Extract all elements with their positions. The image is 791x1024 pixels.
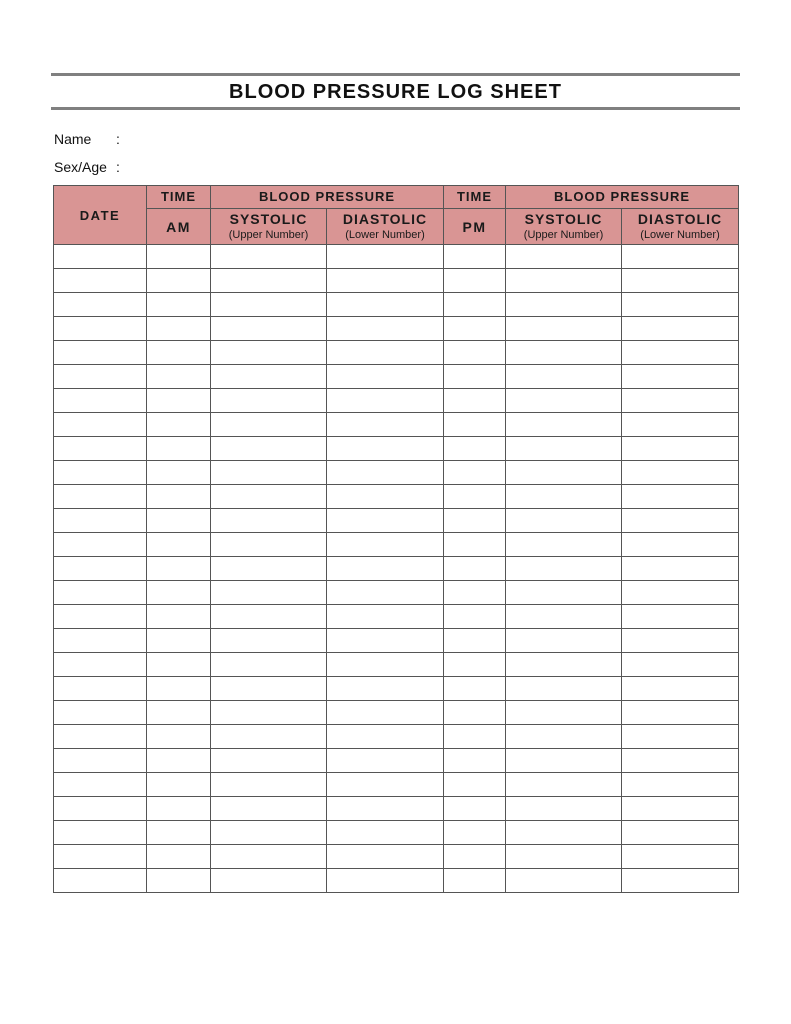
systolic-pm-cell[interactable] xyxy=(506,341,622,365)
time-pm-cell[interactable] xyxy=(444,797,506,821)
systolic-am-cell[interactable] xyxy=(211,869,327,893)
time-am-cell[interactable] xyxy=(147,365,211,389)
diastolic-pm-cell[interactable] xyxy=(622,629,739,653)
time-am-cell[interactable] xyxy=(147,293,211,317)
table-row xyxy=(54,509,739,533)
time-am-cell[interactable] xyxy=(147,821,211,845)
diastolic-pm-label: DIASTOLIC xyxy=(637,211,723,227)
date-cell[interactable] xyxy=(54,533,147,557)
systolic-am-label: SYSTOLIC xyxy=(229,211,308,227)
diastolic-am-cell[interactable] xyxy=(327,437,444,461)
systolic-pm-cell[interactable] xyxy=(506,317,622,341)
diastolic-pm-cell[interactable] xyxy=(622,845,739,869)
time-am-cell[interactable] xyxy=(147,677,211,701)
diastolic-am-cell[interactable] xyxy=(327,629,444,653)
diastolic-pm-cell[interactable] xyxy=(622,341,739,365)
date-cell[interactable] xyxy=(54,269,147,293)
date-cell[interactable] xyxy=(54,581,147,605)
time-am-cell[interactable] xyxy=(147,317,211,341)
systolic-pm-cell[interactable] xyxy=(506,797,622,821)
systolic-am-cell[interactable] xyxy=(211,773,327,797)
time-am-cell[interactable] xyxy=(147,605,211,629)
table-row xyxy=(54,749,739,773)
diastolic-pm-cell[interactable] xyxy=(622,869,739,893)
time-pm-cell[interactable] xyxy=(444,413,506,437)
time-am-cell[interactable] xyxy=(147,749,211,773)
diastolic-pm-cell[interactable] xyxy=(622,365,739,389)
header-time-pm: TIME xyxy=(444,186,506,209)
blood-pressure-log-table xyxy=(53,185,739,893)
diastolic-pm-cell[interactable] xyxy=(622,605,739,629)
header-blood-pressure-am: BLOOD PRESSURE xyxy=(211,186,444,209)
header-date: DATE xyxy=(54,186,147,245)
diastolic-am-cell[interactable] xyxy=(327,773,444,797)
sex-age-field[interactable] xyxy=(54,158,120,176)
date-cell[interactable] xyxy=(54,461,147,485)
diastolic-am-cell[interactable] xyxy=(327,533,444,557)
time-am-cell[interactable] xyxy=(147,725,211,749)
date-cell[interactable] xyxy=(54,437,147,461)
table-row xyxy=(54,485,739,509)
header-systolic-pm xyxy=(506,209,622,245)
systolic-pm-cell[interactable] xyxy=(506,725,622,749)
systolic-am-cell[interactable] xyxy=(211,701,327,725)
diastolic-am-cell[interactable] xyxy=(327,413,444,437)
systolic-pm-cell[interactable] xyxy=(506,293,622,317)
table-row xyxy=(54,341,739,365)
date-cell[interactable] xyxy=(54,797,147,821)
table-row xyxy=(54,869,739,893)
date-cell[interactable] xyxy=(54,293,147,317)
date-cell[interactable] xyxy=(54,653,147,677)
time-pm-cell[interactable] xyxy=(444,389,506,413)
diastolic-pm-cell[interactable] xyxy=(622,797,739,821)
time-am-cell[interactable] xyxy=(147,245,211,269)
diastolic-pm-cell[interactable] xyxy=(622,413,739,437)
time-pm-cell[interactable] xyxy=(444,317,506,341)
systolic-pm-cell[interactable] xyxy=(506,581,622,605)
systolic-pm-cell[interactable] xyxy=(506,389,622,413)
time-pm-cell[interactable] xyxy=(444,629,506,653)
time-pm-cell[interactable] xyxy=(444,269,506,293)
table-row xyxy=(54,605,739,629)
diastolic-pm-cell[interactable] xyxy=(622,437,739,461)
title-top-rule xyxy=(51,73,740,76)
table-row xyxy=(54,773,739,797)
diastolic-am-cell[interactable] xyxy=(327,509,444,533)
header-row-top xyxy=(54,186,739,209)
systolic-pm-note: (Upper Number) xyxy=(523,229,604,241)
diastolic-pm-cell[interactable] xyxy=(622,533,739,557)
table-row xyxy=(54,533,739,557)
systolic-am-cell[interactable] xyxy=(211,461,327,485)
systolic-am-cell[interactable] xyxy=(211,581,327,605)
diastolic-am-cell[interactable] xyxy=(327,821,444,845)
systolic-pm-cell[interactable] xyxy=(506,437,622,461)
diastolic-pm-note: (Lower Number) xyxy=(640,229,720,241)
systolic-am-cell[interactable] xyxy=(211,557,327,581)
time-pm-cell[interactable] xyxy=(444,341,506,365)
time-am-cell[interactable] xyxy=(147,797,211,821)
systolic-pm-cell[interactable] xyxy=(506,821,622,845)
time-am-cell[interactable] xyxy=(147,845,211,869)
systolic-am-cell[interactable] xyxy=(211,845,327,869)
diastolic-am-cell[interactable] xyxy=(327,389,444,413)
diastolic-am-cell[interactable] xyxy=(327,869,444,893)
header-am: AM xyxy=(147,209,211,245)
systolic-pm-cell[interactable] xyxy=(506,653,622,677)
diastolic-pm-cell[interactable] xyxy=(622,461,739,485)
date-cell[interactable] xyxy=(54,365,147,389)
table-row xyxy=(54,389,739,413)
date-cell[interactable] xyxy=(54,485,147,509)
time-pm-cell[interactable] xyxy=(444,653,506,677)
systolic-pm-cell[interactable] xyxy=(506,245,622,269)
systolic-pm-cell[interactable] xyxy=(506,533,622,557)
table-row xyxy=(54,365,739,389)
systolic-am-cell[interactable] xyxy=(211,605,327,629)
time-am-cell[interactable] xyxy=(147,773,211,797)
time-am-cell[interactable] xyxy=(147,557,211,581)
diastolic-am-cell[interactable] xyxy=(327,725,444,749)
date-cell[interactable] xyxy=(54,509,147,533)
diastolic-am-cell[interactable] xyxy=(327,845,444,869)
time-pm-cell[interactable] xyxy=(444,725,506,749)
systolic-am-cell[interactable] xyxy=(211,797,327,821)
systolic-pm-cell[interactable] xyxy=(506,605,622,629)
time-pm-cell[interactable] xyxy=(444,533,506,557)
systolic-pm-cell[interactable] xyxy=(506,869,622,893)
diastolic-pm-cell[interactable] xyxy=(622,245,739,269)
date-cell[interactable] xyxy=(54,821,147,845)
header-pm: PM xyxy=(444,209,506,245)
diastolic-pm-cell[interactable] xyxy=(622,581,739,605)
time-pm-cell[interactable] xyxy=(444,845,506,869)
diastolic-am-cell[interactable] xyxy=(327,797,444,821)
diastolic-pm-cell[interactable] xyxy=(622,557,739,581)
date-cell[interactable] xyxy=(54,725,147,749)
systolic-am-cell[interactable] xyxy=(211,629,327,653)
time-pm-cell[interactable] xyxy=(444,821,506,845)
header-systolic-am xyxy=(211,209,327,245)
systolic-am-cell[interactable] xyxy=(211,485,327,509)
table-row xyxy=(54,797,739,821)
table-row xyxy=(54,845,739,869)
time-pm-cell[interactable] xyxy=(444,869,506,893)
diastolic-am-cell[interactable] xyxy=(327,293,444,317)
systolic-am-cell[interactable] xyxy=(211,341,327,365)
time-am-cell[interactable] xyxy=(147,389,211,413)
diastolic-am-label: DIASTOLIC xyxy=(342,211,428,227)
time-pm-cell[interactable] xyxy=(444,605,506,629)
systolic-pm-cell[interactable] xyxy=(506,629,622,653)
date-cell[interactable] xyxy=(54,317,147,341)
diastolic-am-cell[interactable] xyxy=(327,701,444,725)
diastolic-am-cell[interactable] xyxy=(327,581,444,605)
date-cell[interactable] xyxy=(54,413,147,437)
table-row xyxy=(54,317,739,341)
diastolic-pm-cell[interactable] xyxy=(622,389,739,413)
table-row xyxy=(54,557,739,581)
table-row xyxy=(54,413,739,437)
time-am-cell[interactable] xyxy=(147,509,211,533)
diastolic-am-cell[interactable] xyxy=(327,461,444,485)
time-pm-cell[interactable] xyxy=(444,677,506,701)
table-row xyxy=(54,701,739,725)
diastolic-pm-cell[interactable] xyxy=(622,653,739,677)
systolic-pm-label: SYSTOLIC xyxy=(524,211,603,227)
systolic-pm-cell[interactable] xyxy=(506,749,622,773)
diastolic-pm-cell[interactable] xyxy=(622,725,739,749)
time-am-cell[interactable] xyxy=(147,581,211,605)
systolic-pm-cell[interactable] xyxy=(506,677,622,701)
diastolic-am-cell[interactable] xyxy=(327,245,444,269)
diastolic-pm-cell[interactable] xyxy=(622,509,739,533)
systolic-pm-cell[interactable] xyxy=(506,845,622,869)
diastolic-am-cell[interactable] xyxy=(327,605,444,629)
time-am-cell[interactable] xyxy=(147,629,211,653)
diastolic-pm-cell[interactable] xyxy=(622,677,739,701)
table-row xyxy=(54,245,739,269)
systolic-am-cell[interactable] xyxy=(211,413,327,437)
diastolic-pm-cell[interactable] xyxy=(622,821,739,845)
header-time-am: TIME xyxy=(147,186,211,209)
systolic-pm-cell[interactable] xyxy=(506,557,622,581)
header-blood-pressure-pm: BLOOD PRESSURE xyxy=(506,186,739,209)
table-row xyxy=(54,677,739,701)
table-row xyxy=(54,821,739,845)
time-am-cell[interactable] xyxy=(147,533,211,557)
time-pm-cell[interactable] xyxy=(444,437,506,461)
date-cell[interactable] xyxy=(54,773,147,797)
systolic-am-cell[interactable] xyxy=(211,509,327,533)
title-bottom-rule xyxy=(51,107,740,110)
time-pm-cell[interactable] xyxy=(444,509,506,533)
time-pm-cell[interactable] xyxy=(444,461,506,485)
date-cell[interactable] xyxy=(54,869,147,893)
systolic-am-cell[interactable] xyxy=(211,245,327,269)
table-row xyxy=(54,653,739,677)
diastolic-am-cell[interactable] xyxy=(327,749,444,773)
systolic-am-cell[interactable] xyxy=(211,821,327,845)
systolic-pm-cell[interactable] xyxy=(506,701,622,725)
time-pm-cell[interactable] xyxy=(444,245,506,269)
date-cell[interactable] xyxy=(54,557,147,581)
table-row xyxy=(54,725,739,749)
systolic-pm-cell[interactable] xyxy=(506,485,622,509)
diastolic-am-note: (Lower Number) xyxy=(345,229,425,241)
systolic-am-cell[interactable] xyxy=(211,725,327,749)
date-cell[interactable] xyxy=(54,245,147,269)
systolic-pm-cell[interactable] xyxy=(506,461,622,485)
header-diastolic-pm xyxy=(622,209,739,245)
systolic-pm-cell[interactable] xyxy=(506,509,622,533)
time-pm-cell[interactable] xyxy=(444,365,506,389)
time-pm-cell[interactable] xyxy=(444,701,506,725)
systolic-pm-cell[interactable] xyxy=(506,773,622,797)
time-pm-cell[interactable] xyxy=(444,773,506,797)
time-am-cell[interactable] xyxy=(147,485,211,509)
diastolic-pm-cell[interactable] xyxy=(622,317,739,341)
time-pm-cell[interactable] xyxy=(444,485,506,509)
sex-age-colon: : xyxy=(116,159,120,175)
systolic-am-cell[interactable] xyxy=(211,533,327,557)
name-colon: : xyxy=(116,131,120,147)
time-pm-cell[interactable] xyxy=(444,293,506,317)
date-cell[interactable] xyxy=(54,845,147,869)
date-cell[interactable] xyxy=(54,677,147,701)
diastolic-am-cell[interactable] xyxy=(327,317,444,341)
diastolic-am-cell[interactable] xyxy=(327,365,444,389)
systolic-pm-cell[interactable] xyxy=(506,413,622,437)
systolic-am-cell[interactable] xyxy=(211,317,327,341)
time-am-cell[interactable] xyxy=(147,701,211,725)
diastolic-am-cell[interactable] xyxy=(327,653,444,677)
systolic-am-note: (Upper Number) xyxy=(228,229,309,241)
systolic-am-cell[interactable] xyxy=(211,293,327,317)
date-cell[interactable] xyxy=(54,629,147,653)
header-diastolic-am xyxy=(327,209,444,245)
systolic-am-cell[interactable] xyxy=(211,677,327,701)
systolic-pm-cell[interactable] xyxy=(506,365,622,389)
date-cell[interactable] xyxy=(54,701,147,725)
time-am-cell[interactable] xyxy=(147,437,211,461)
diastolic-pm-cell[interactable] xyxy=(622,293,739,317)
diastolic-am-cell[interactable] xyxy=(327,269,444,293)
diastolic-pm-cell[interactable] xyxy=(622,485,739,509)
systolic-am-cell[interactable] xyxy=(211,749,327,773)
log-body xyxy=(54,245,739,893)
diastolic-pm-cell[interactable] xyxy=(622,749,739,773)
diastolic-am-cell[interactable] xyxy=(327,557,444,581)
time-pm-cell[interactable] xyxy=(444,581,506,605)
systolic-am-cell[interactable] xyxy=(211,389,327,413)
time-am-cell[interactable] xyxy=(147,869,211,893)
table-row xyxy=(54,629,739,653)
time-am-cell[interactable] xyxy=(147,653,211,677)
systolic-am-cell[interactable] xyxy=(211,437,327,461)
time-pm-cell[interactable] xyxy=(444,557,506,581)
header-row-bottom xyxy=(54,209,739,245)
systolic-am-cell[interactable] xyxy=(211,365,327,389)
table-row xyxy=(54,437,739,461)
systolic-am-cell[interactable] xyxy=(211,653,327,677)
table-row xyxy=(54,581,739,605)
diastolic-am-cell[interactable] xyxy=(327,341,444,365)
name-field[interactable] xyxy=(54,130,120,148)
sex-age-label: Sex/Age xyxy=(54,159,107,175)
page-title: BLOOD PRESSURE LOG SHEET xyxy=(229,81,562,103)
systolic-am-cell[interactable] xyxy=(211,269,327,293)
name-label: Name xyxy=(54,131,92,147)
date-cell[interactable] xyxy=(54,389,147,413)
time-pm-cell[interactable] xyxy=(444,749,506,773)
date-cell[interactable] xyxy=(54,341,147,365)
date-cell[interactable] xyxy=(54,605,147,629)
diastolic-am-cell[interactable] xyxy=(327,677,444,701)
time-am-cell[interactable] xyxy=(147,413,211,437)
time-am-cell[interactable] xyxy=(147,269,211,293)
diastolic-pm-cell[interactable] xyxy=(622,773,739,797)
diastolic-am-cell[interactable] xyxy=(327,485,444,509)
time-am-cell[interactable] xyxy=(147,341,211,365)
table-row xyxy=(54,461,739,485)
time-am-cell[interactable] xyxy=(147,461,211,485)
date-cell[interactable] xyxy=(54,749,147,773)
table-row xyxy=(54,293,739,317)
diastolic-pm-cell[interactable] xyxy=(622,701,739,725)
diastolic-pm-cell[interactable] xyxy=(622,269,739,293)
systolic-pm-cell[interactable] xyxy=(506,269,622,293)
table-row xyxy=(54,269,739,293)
